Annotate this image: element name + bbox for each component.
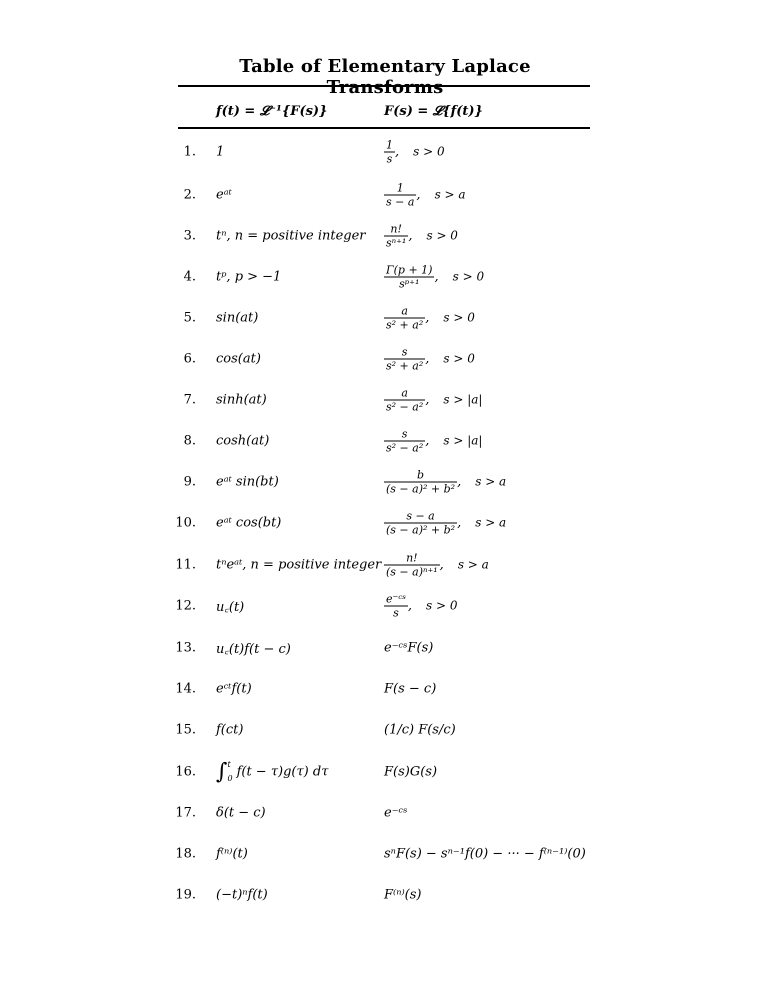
header-rule [178, 127, 590, 129]
ft-value: f(ct) [216, 722, 244, 738]
numerator: s − a [406, 509, 435, 523]
comma: , [425, 351, 430, 367]
row-number: 12. [175, 598, 196, 614]
condition: s > 0 [426, 228, 458, 243]
table-row [0, 550, 768, 580]
comma: , [425, 310, 430, 326]
Fs-fraction [384, 552, 489, 579]
ft-value: sin(at) [216, 310, 259, 326]
row-number: 14. [175, 681, 196, 697]
table-row [0, 467, 768, 497]
table-row [0, 137, 768, 167]
denominator: s [384, 152, 395, 166]
fraction [384, 305, 425, 332]
Fs-value: sⁿF(s) − sⁿ⁻¹f(0) − ··· − f⁽ⁿ⁻¹⁾(0) [384, 846, 586, 862]
ft-value: eᵃᵗ [216, 187, 232, 203]
row-number: 15. [175, 722, 196, 738]
row-number: 2. [183, 187, 196, 203]
numerator: a [401, 386, 408, 400]
ft-value: u꜀(t)f(t − c) [216, 642, 291, 657]
Fs-value: F⁽ⁿ⁾(s) [384, 887, 422, 903]
ft-value: tⁿeᵃᵗ, n = positive integer [216, 557, 382, 573]
row-number: 9. [183, 474, 196, 490]
table-row [0, 508, 768, 538]
fraction [384, 510, 457, 537]
condition: s > 0 [443, 310, 475, 325]
ft-integral [216, 758, 328, 786]
row-number: 19. [175, 887, 196, 903]
fraction [384, 593, 408, 620]
denominator: s² + a² [386, 359, 424, 373]
Fs-fraction [384, 305, 475, 332]
Fs-fraction [384, 264, 484, 291]
comma: , [416, 187, 421, 203]
condition: s > a [475, 474, 507, 489]
fraction [384, 552, 440, 579]
ft-value: cosh(at) [216, 433, 270, 449]
Fs-fraction [384, 387, 482, 414]
denominator: s − a [386, 195, 415, 209]
ft-value: f⁽ⁿ⁾(t) [216, 846, 248, 862]
table-row [0, 674, 768, 704]
table-row [0, 180, 768, 210]
Fs-fraction [384, 428, 482, 455]
fraction [384, 469, 457, 496]
denominator: s² + a² [386, 318, 424, 332]
numerator: s [401, 427, 408, 441]
comma: , [395, 144, 400, 160]
Fs-fraction [384, 469, 506, 496]
ft-value: eᵃᵗ sin(bt) [216, 474, 279, 490]
comma: , [457, 515, 462, 531]
ft-value: tⁿ, n = positive integer [216, 228, 366, 244]
table-row [0, 262, 768, 292]
fraction [384, 387, 425, 414]
numerator: s [401, 345, 408, 359]
Fs-value: F(s − c) [384, 681, 437, 697]
row-number: 18. [175, 846, 196, 862]
denominator: s² − a² [386, 441, 424, 455]
ft-value: (−t)ⁿf(t) [216, 887, 268, 903]
row-number: 10. [175, 515, 196, 531]
numerator: Γ(p + 1) [386, 263, 433, 277]
numerator: b [417, 468, 425, 482]
ft-value: sinh(at) [216, 392, 267, 408]
table-row [0, 633, 768, 663]
denominator: sᵖ⁺¹ [384, 277, 434, 291]
Fs-fraction [384, 346, 475, 373]
denominator: (s − a)ⁿ⁺¹ [386, 565, 438, 579]
numerator: a [401, 304, 408, 318]
comma: , [457, 474, 462, 490]
numerator: 1 [386, 138, 393, 152]
denominator: (s − a)² + b² [386, 523, 456, 537]
ft-value: eᶜᵗf(t) [216, 681, 252, 697]
condition: s > 0 [452, 269, 485, 284]
Fs-value: (1/c) F(s/c) [384, 722, 456, 738]
Fs-fraction [384, 223, 458, 250]
numerator: e⁻ᶜˢ [386, 592, 406, 606]
Fs-fraction [384, 593, 458, 620]
table-row [0, 426, 768, 456]
table-row [0, 303, 768, 333]
table-row [0, 880, 768, 910]
ft-value: eᵃᵗ cos(bt) [216, 515, 282, 531]
denominator: sⁿ⁺¹ [386, 236, 407, 250]
table-row [0, 757, 768, 787]
row-number: 11. [175, 557, 196, 573]
table-row [0, 839, 768, 869]
ft-value: cos(at) [216, 351, 261, 367]
table-row [0, 221, 768, 251]
fraction [384, 264, 434, 291]
comma: , [407, 598, 413, 614]
comma: , [425, 392, 430, 408]
comma: , [439, 557, 444, 573]
row-number: 4. [183, 269, 196, 285]
Fs-value: F(s)G(s) [384, 764, 438, 780]
page-title: Table of Elementary Laplace Transforms [239, 56, 531, 98]
ft-value: u꜀(t) [216, 600, 245, 615]
row-number: 16. [175, 764, 196, 780]
table-row [0, 715, 768, 745]
condition: s > a [457, 557, 489, 572]
row-number: 6. [183, 351, 196, 367]
fraction [384, 182, 416, 209]
header-Fs: F(s) = 𝓛{f(t)} [384, 104, 483, 119]
condition: s > 0 [413, 144, 445, 159]
denominator: (s − a)² + b² [386, 482, 456, 496]
condition: s > a [434, 187, 466, 202]
ft-value: tᵖ, p > −1 [216, 269, 282, 285]
fraction [384, 428, 425, 455]
Fs-fraction [384, 139, 445, 166]
denominator: s² − a² [386, 400, 424, 414]
table-row [0, 344, 768, 374]
numerator: n! [406, 551, 418, 565]
Fs-value: e⁻ᶜˢ [384, 805, 408, 821]
condition: s > 0 [426, 598, 458, 613]
row-number: 5. [183, 310, 196, 326]
condition: s > |a| [443, 433, 483, 448]
table-row [0, 798, 768, 828]
integral-sign-icon: ∫ [216, 759, 228, 785]
Fs-value: e⁻ᶜˢF(s) [384, 640, 434, 656]
row-number: 1. [183, 144, 196, 160]
Fs-fraction [384, 182, 466, 209]
numerator: 1 [396, 181, 404, 195]
fraction [384, 139, 395, 166]
condition: s > 0 [443, 351, 475, 366]
numerator: n! [390, 222, 402, 236]
table-row [0, 385, 768, 415]
comma: , [425, 433, 430, 449]
Fs-fraction [384, 510, 506, 537]
condition: s > |a| [443, 392, 483, 407]
denominator: s [384, 606, 408, 620]
table-row [0, 591, 768, 621]
condition: s > a [475, 515, 507, 530]
ft-value: f(t − τ)g(τ) dτ [236, 764, 329, 780]
ft-value: 1 [216, 144, 225, 160]
comma: , [434, 269, 439, 285]
row-number: 13. [175, 640, 196, 656]
row-number: 7. [183, 392, 196, 408]
fraction [384, 223, 408, 250]
row-number: 8. [183, 433, 196, 449]
top-rule [178, 85, 590, 87]
row-number: 17. [175, 805, 196, 821]
comma: , [408, 228, 413, 244]
fraction [384, 346, 425, 373]
ft-value: δ(t − c) [216, 805, 266, 821]
row-number: 3. [183, 228, 196, 244]
integral-limits: t 0 [227, 760, 233, 783]
header-ft: f(t) = 𝓛⁻¹{F(s)} [216, 104, 328, 119]
